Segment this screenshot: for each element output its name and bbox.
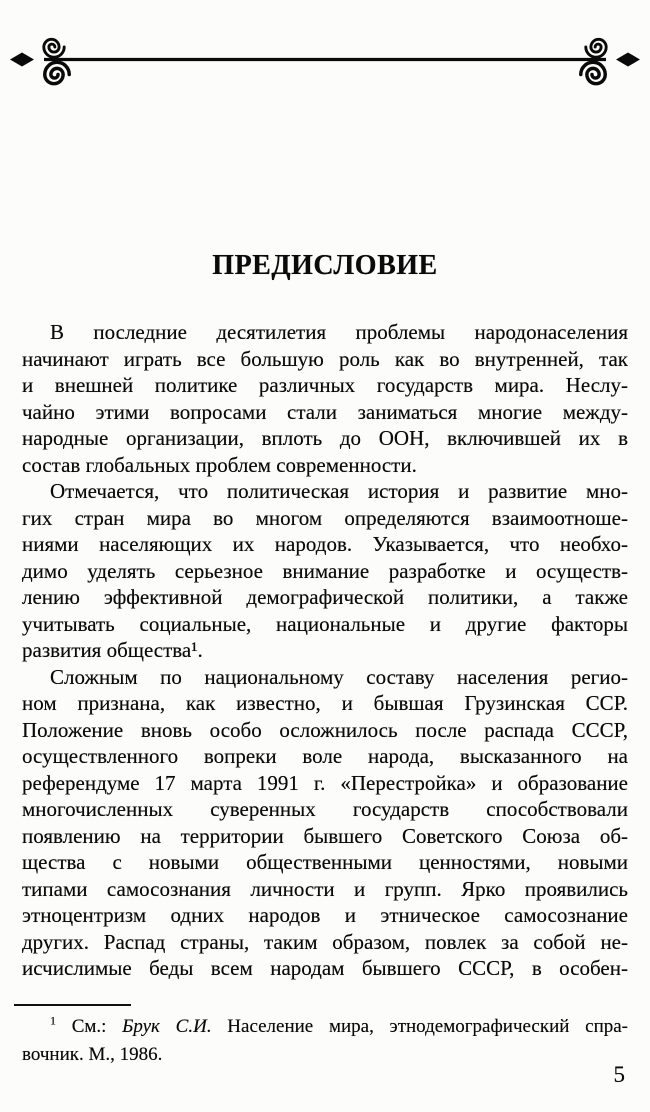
text-line: исчислимые беды всем народам бывшего СССР, в особен-	[22, 956, 628, 980]
paragraph-2	[22, 478, 628, 664]
footnote-line	[22, 1013, 628, 1041]
text-line: народные организации, вплоть до ООН, включившей их в	[22, 426, 628, 450]
page-title: ПРЕДИСЛОВИЕ	[212, 250, 438, 281]
text-line: В последние десятилетия проблемы народонаселения	[50, 320, 628, 344]
text-line: типами самосознания личности и групп. Ярко проявились	[22, 876, 628, 901]
text-line: Сложным по национальному составу населения регио-	[50, 664, 628, 689]
footnote-line: вочник. М., 1986.	[22, 1044, 163, 1065]
paragraph-3	[22, 664, 628, 982]
text-line: димо уделять серьезное внимание разработке и осуществ-	[22, 558, 628, 583]
text-line: ниями населяющих их народов. Указывается, что необхо-	[22, 532, 628, 556]
text-line: начинают играть все большую роль как во внутренней, так	[22, 346, 628, 371]
text-line: других. Распад страны, таким образом, повлек за собой не-	[22, 929, 628, 954]
text-line: лению эффективной демографической политики, а также	[22, 585, 628, 609]
text-line: развития общества¹.	[22, 638, 203, 662]
text-line: чайно этими вопросами стали заниматься многие между-	[22, 399, 628, 424]
text-line: этноцентризм одних народов и этническое самосознание	[22, 903, 628, 927]
paragraph-1	[22, 319, 628, 478]
text-line: многочисленных суверенных государств способствовали	[22, 797, 628, 821]
text-line: и внешней политике различных государств мира. Неслу-	[22, 373, 628, 397]
footnote	[22, 1013, 628, 1069]
footnote-separator	[14, 1004, 131, 1006]
footnote-marker: 1	[50, 1013, 56, 1028]
text-line: Отмечается, что политическая история и развитие мно-	[50, 479, 628, 503]
text-line: состав глобальных проблем современности.	[22, 452, 417, 477]
text-line: появлению на территории бывшего Советского Союза об-	[22, 823, 628, 848]
body-text	[22, 319, 628, 982]
text-line: осуществленного вопреки воле народа, высказанного на	[22, 744, 628, 768]
text-line: гих стран мира во многом определяются взаимоотноше-	[22, 505, 628, 530]
right-flourish	[581, 39, 640, 83]
text-line: учитывать социальные, национальные и другие факторы	[22, 611, 628, 636]
footnote-see: См.:	[56, 1016, 123, 1037]
footnote-author: Брук С.И.	[122, 1016, 212, 1037]
text-line: щества с новыми общественными ценностями, новыми	[22, 850, 628, 874]
text-line: ном признана, как известно, и бывшая Грузинская ССР.	[22, 691, 628, 715]
right-diamond	[616, 53, 640, 67]
footnote-text: Население мира, этнодемографический спра-	[211, 1016, 629, 1037]
left-flourish	[10, 39, 69, 83]
text-line: Положение вновь особо осложнилось после распада СССР,	[22, 717, 628, 742]
header-ornament-rule	[0, 28, 650, 98]
text-line: референдуме 17 марта 1991 г. «Перестройка» и образование	[22, 770, 628, 795]
page-number: 5	[613, 1062, 625, 1087]
left-diamond	[10, 53, 34, 67]
